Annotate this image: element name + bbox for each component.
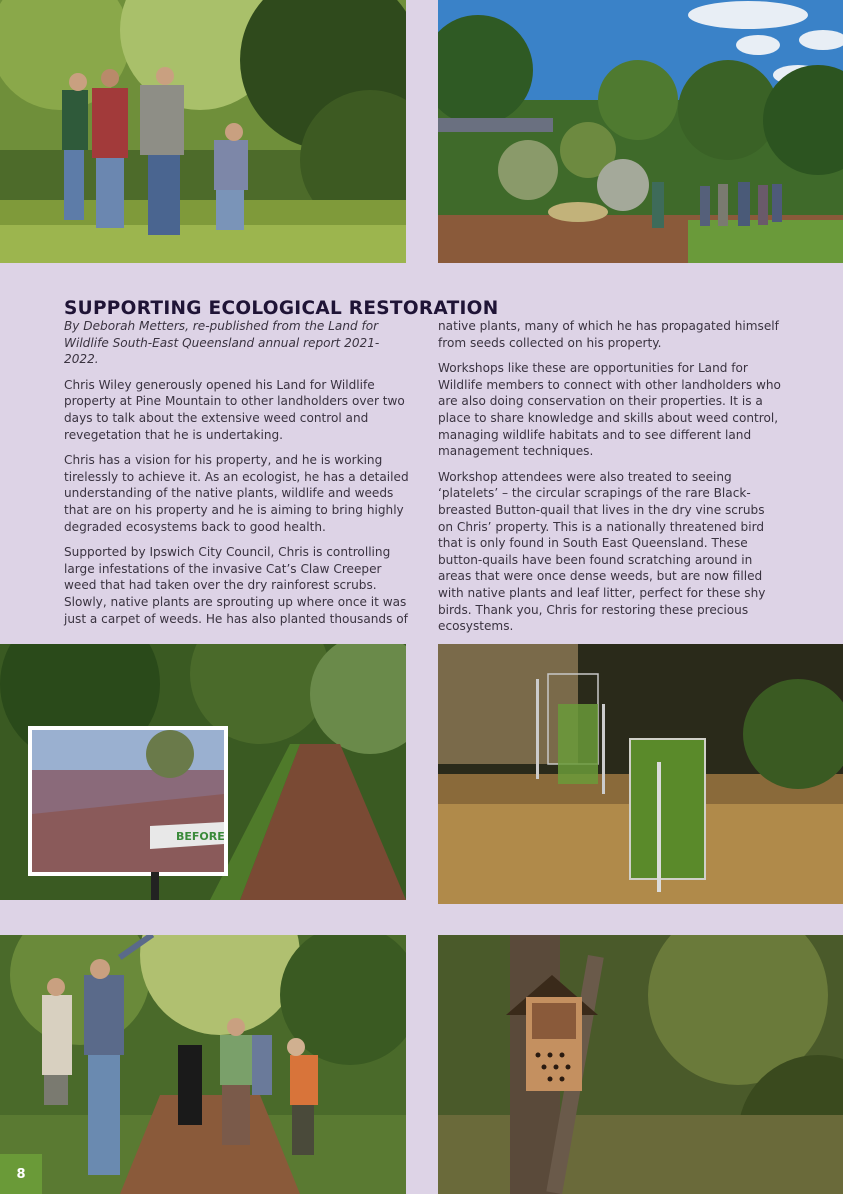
article-title: SUPPORTING ECOLOGICAL RESTORATION [64,298,499,320]
photo-insect-hotel [438,935,843,1194]
article-paragraph: Workshop attendees were also treated to seeing ‘platelets’ – the circular scrapings of the rare Black-breasted Button-quail that lives in the dry vine scrubs on Chris’ property. This is a nationally threatened bird that is only found in South East Queensland. These button-quails have been found scratching around in areas that were once dense weeds, but are now filled with native plants and leaf litter, perfect for these shy birds. Thank you, Chris for restoring these precious ecosystems. [438,469,766,634]
photo-restored-garden [438,0,843,263]
article-paragraph: Chris Wiley generously opened his Land for Wildlife property at Pine Mountain to other landholders over two days to talk about the extensive weed control and revegetation that he is undertaking. [64,377,405,442]
article-paragraph: Supported by Ipswich City Council, Chris is controlling large infestations of the invasive Cat’s Claw Creeper weed that had taken over the dry rainforest scrubs. Slowly, native plants are sprouting up where once it was just a carpet of weeds. He has also planted thousands of [64,545,408,626]
article-column-right [438,318,783,644]
article-paragraph: Chris has a vision for his property, and he is working tirelessly to achieve it. As an ecologist, he has a detailed understanding of the native plants, wildlife and weeds that are on his property and he is aiming to bring highly degraded ecosystems back to good health. [64,453,409,534]
photo-tree-guards [438,644,843,904]
article-column-left [64,318,409,636]
photo-group-in-woodland [0,0,406,263]
photo-before-sign [0,644,406,900]
photo-group-on-trail [0,935,406,1194]
page-number: 8 [0,1154,42,1194]
article-byline: By Deborah Metters, re-published from the Land for Wildlife South-East Queensland annual report 2021-2022. [64,319,380,367]
before-sign-label: BEFORE [176,830,225,843]
article-paragraph: Workshops like these are opportunities for Land for Wildlife members to connect with other landholders who are also doing conservation on their properties. It is a place to share knowledge and skills about weed control, managing wildlife habitats and to see different land management techniques. [438,361,781,459]
article-paragraph: native plants, many of which he has propagated himself from seeds collected on his property. [438,319,779,350]
